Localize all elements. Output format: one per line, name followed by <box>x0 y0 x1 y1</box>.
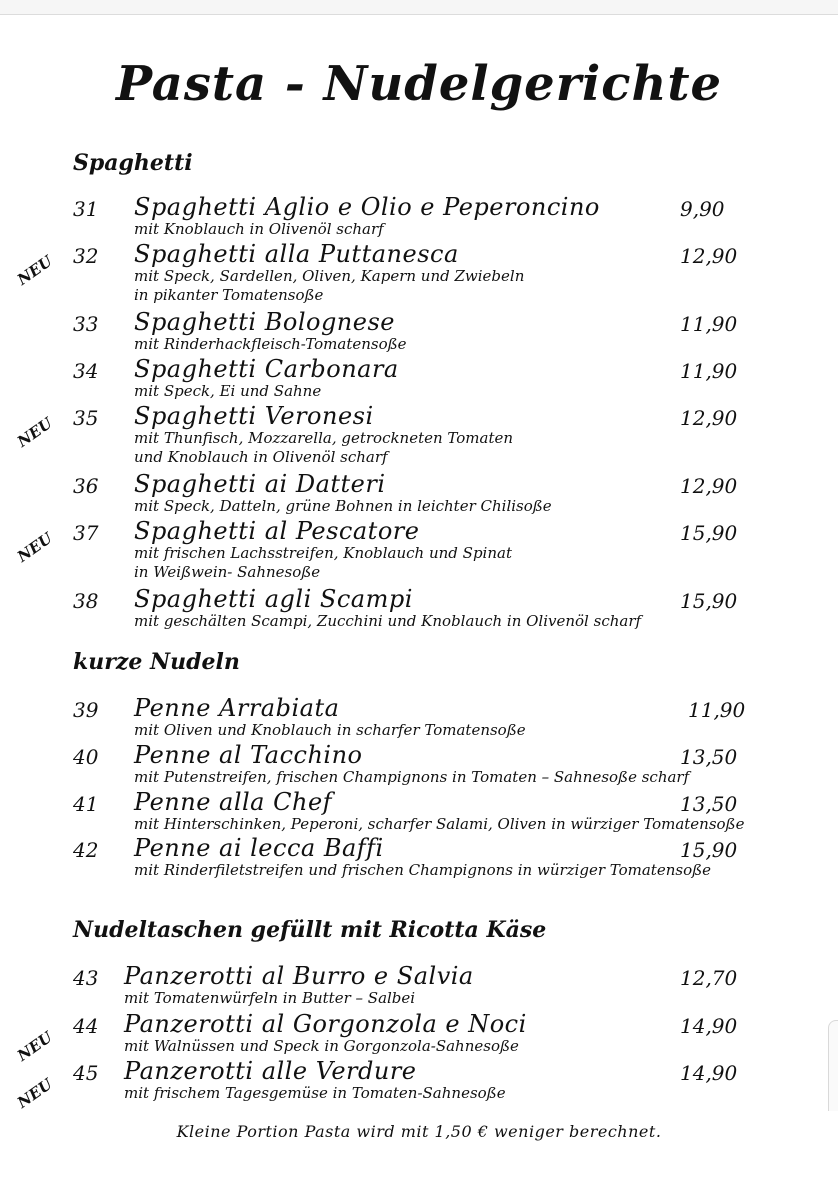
new-badge: NEU <box>14 1028 56 1065</box>
item-description: mit Rinderhackfleisch-Tomatensoße <box>134 335 407 353</box>
item-number: 41 <box>73 792 99 816</box>
item-description: mit Rinderfiletstreifen und frischen Champignons in würziger Tomatensoße <box>134 861 711 879</box>
item-price: 15,90 <box>680 521 738 545</box>
item-price: 13,50 <box>680 745 738 769</box>
item-number: 34 <box>73 359 99 383</box>
item-description: mit Thunfisch, Mozzarella, getrockneten Tomaten <box>134 429 514 447</box>
item-name: Spaghetti Veronesi <box>134 402 374 430</box>
item-description: mit geschälten Scampi, Zucchini und Knoblauch in Olivenöl scharf <box>134 612 642 630</box>
item-number: 36 <box>73 474 99 498</box>
item-name: Spaghetti alla Puttanesca <box>134 240 459 268</box>
item-price: 13,50 <box>680 792 738 816</box>
browser-top-bar <box>0 0 838 15</box>
item-number: 40 <box>73 745 99 769</box>
item-price: 15,90 <box>680 838 738 862</box>
item-name: Penne ai lecca Baffi <box>134 834 384 862</box>
footnote: Kleine Portion Pasta wird mit 1,50 € weniger berechnet. <box>176 1122 662 1141</box>
item-number: 39 <box>73 698 99 722</box>
item-name: Spaghetti agli Scampi <box>134 585 413 613</box>
item-description: mit Putenstreifen, frischen Champignons in Tomaten – Sahnesoße scharf <box>134 768 690 786</box>
item-description: mit Knoblauch in Olivenöl scharf <box>134 220 384 238</box>
item-description: mit Speck, Datteln, grüne Bohnen in leichter Chilisoße <box>134 497 552 515</box>
item-price: 11,90 <box>680 359 738 383</box>
item-name: Penne Arrabiata <box>134 694 340 722</box>
item-name: Spaghetti ai Datteri <box>134 470 386 498</box>
item-number: 31 <box>73 197 99 221</box>
item-name: Panzerotti al Gorgonzola e Noci <box>124 1010 527 1038</box>
item-price: 9,90 <box>680 197 725 221</box>
item-number: 32 <box>73 244 99 268</box>
item-description-line-2: in Weißwein- Sahnesoße <box>134 563 321 581</box>
item-description: mit Speck, Sardellen, Oliven, Kapern und Zwiebeln <box>134 267 525 285</box>
item-description: mit frischem Tagesgemüse in Tomaten-Sahnesoße <box>124 1084 506 1102</box>
item-price: 12,90 <box>680 474 738 498</box>
item-price: 15,90 <box>680 589 738 613</box>
item-number: 38 <box>73 589 99 613</box>
item-price: 14,90 <box>680 1061 738 1085</box>
section-heading-kurze-nudeln: kurze Nudeln <box>73 649 240 675</box>
item-description: mit Tomatenwürfeln in Butter – Salbei <box>124 989 416 1007</box>
menu-title: Pasta - Nudelgerichte <box>115 56 723 112</box>
item-price: 12,90 <box>680 244 738 268</box>
section-heading-nudeltaschen: Nudeltaschen gefüllt mit Ricotta Käse <box>73 917 547 943</box>
item-name: Spaghetti Aglio e Olio e Peperoncino <box>134 193 600 221</box>
item-name: Panzerotti alle Verdure <box>124 1057 417 1085</box>
item-price: 11,90 <box>688 698 746 722</box>
item-price: 11,90 <box>680 312 738 336</box>
item-number: 45 <box>73 1061 99 1085</box>
item-number: 33 <box>73 312 99 336</box>
item-name: Spaghetti Bolognese <box>134 308 395 336</box>
item-description: mit Hinterschinken, Peperoni, scharfer Salami, Oliven in würziger Tomatensoße <box>134 815 745 833</box>
item-description-line-2: und Knoblauch in Olivenöl scharf <box>134 448 388 466</box>
new-badge: NEU <box>14 529 56 566</box>
page-edge-overlay <box>828 1020 838 1111</box>
item-name: Penne alla Chef <box>134 788 333 816</box>
item-price: 12,70 <box>680 966 738 990</box>
item-description-line-2: in pikanter Tomatensoße <box>134 286 324 304</box>
new-badge: NEU <box>14 1075 56 1112</box>
item-name: Spaghetti al Pescatore <box>134 517 420 545</box>
item-number: 35 <box>73 406 99 430</box>
item-description: mit Oliven und Knoblauch in scharfer Tomatensoße <box>134 721 526 739</box>
new-badge: NEU <box>14 252 56 289</box>
item-number: 42 <box>73 838 99 862</box>
item-number: 44 <box>73 1014 99 1038</box>
item-description: mit Speck, Ei und Sahne <box>134 382 322 400</box>
item-name: Panzerotti al Burro e Salvia <box>124 962 474 990</box>
new-badge: NEU <box>14 414 56 451</box>
item-number: 37 <box>73 521 99 545</box>
section-heading-spaghetti: Spaghetti <box>73 150 193 176</box>
item-number: 43 <box>73 966 99 990</box>
item-description: mit frischen Lachsstreifen, Knoblauch und Spinat <box>134 544 512 562</box>
item-price: 12,90 <box>680 406 738 430</box>
item-description: mit Walnüssen und Speck in Gorgonzola-Sahnesoße <box>124 1037 519 1055</box>
item-name: Penne al Tacchino <box>134 741 363 769</box>
item-price: 14,90 <box>680 1014 738 1038</box>
item-name: Spaghetti Carbonara <box>134 355 399 383</box>
